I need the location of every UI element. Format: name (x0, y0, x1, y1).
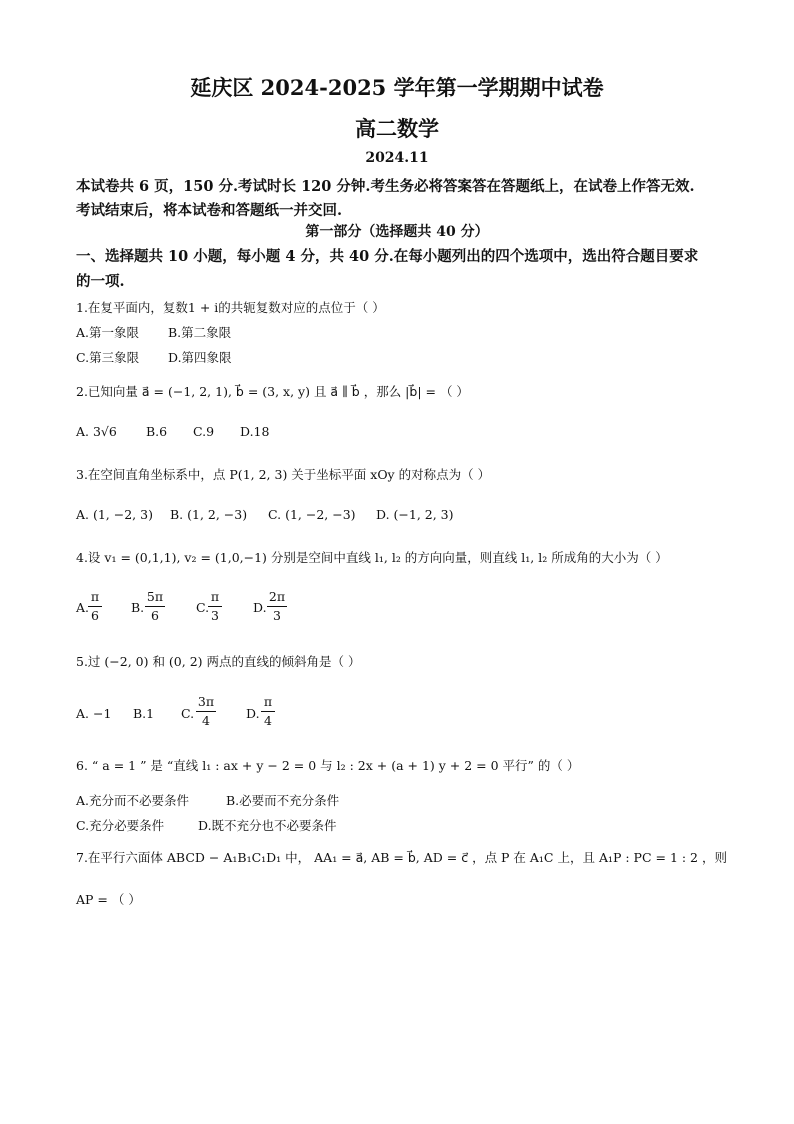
question-3-stem: 3.在空间直角坐标系中，点 P(1, 2, 3) 关于坐标平面 xOy 的对称点为（ ） (76, 467, 491, 482)
fraction-denominator: 6 (151, 608, 159, 623)
question-3-option-d: D. (−1, 2, 3) (376, 507, 454, 522)
question-5-option-b: B.1 (133, 706, 155, 721)
fraction-bar (196, 711, 216, 712)
question-3-option-a: A. (1, −2, 3) (76, 507, 153, 522)
exam-title: 延庆区 2024-2025 学年第一学期期中试卷 (190, 75, 604, 100)
fraction-bar (145, 606, 165, 607)
section-heading-line-2: 的一项. (76, 273, 125, 290)
question-6-option-c: C.充分必要条件 (76, 818, 165, 833)
fraction-numerator: π (90, 589, 100, 604)
question-6-option-b: B.必要而不充分条件 (226, 793, 340, 808)
question-4-option-b-label: B. (131, 600, 145, 615)
fraction-denominator: 3 (211, 608, 219, 623)
fraction-denominator: 4 (202, 713, 210, 728)
question-1-option-d: D.第四象限 (168, 350, 232, 365)
question-4-option-d-fraction (267, 589, 287, 624)
fraction-denominator: 3 (273, 608, 281, 623)
fraction-numerator: 3π (197, 694, 215, 709)
section-heading-line-1: 一、选择题共 10 小题，每小题 4 分，共 40 分.在每小题列出的四个选项中，选出符合题目要求 (76, 248, 699, 265)
fraction-bar (261, 711, 275, 712)
question-7-stem: 7.在平行六面体 ABCD − A₁B₁C₁D₁ 中， AA₁ = a⃗, AB = b⃗, AD = c⃗ ，点 P 在 A₁C 上，且 A₁P : PC = 1 : 2 ，则 (76, 850, 727, 865)
question-4-option-c-fraction (208, 589, 222, 624)
question-4-option-c-label: C. (196, 600, 210, 615)
question-6-option-d: D.既不充分也不必要条件 (198, 818, 337, 833)
question-4-option-b-fraction (145, 589, 165, 624)
question-4-stem: 4.设 v₁ = (0,1,1), v₂ = (1,0,−1) 分别是空间中直线 l₁, l₂ 的方向向量，则直线 l₁, l₂ 所成角的大小为（ ） (76, 550, 668, 565)
question-2-option-c: C.9 (193, 424, 215, 439)
fraction-bar (88, 606, 102, 607)
fraction-numerator: 2π (268, 589, 286, 604)
question-3-option-b: B. (1, 2, −3) (170, 507, 248, 522)
question-6-stem: 6. “ a = 1 ” 是 “直线 l₁ : ax + y − 2 = 0 与 l₂ : 2x + (a + 1) y + 2 = 0 平行” 的（ ） (76, 758, 580, 773)
question-2-option-a: A. 3√6 (76, 424, 117, 439)
question-4-option-d-label: D. (253, 600, 267, 615)
fraction-bar (267, 606, 287, 607)
question-2-option-b: B.6 (146, 424, 168, 439)
question-5-option-d-fraction (261, 694, 275, 729)
instructions-line-1: 本试卷共 6 页，150 分.考试时长 120 分钟.考生务必将答案答在答题纸上，在试卷上作答无效. (76, 178, 695, 195)
fraction-bar (208, 606, 222, 607)
question-5-option-c-label: C. (181, 706, 195, 721)
question-1-stem: 1.在复平面内，复数1 + i的共轭复数对应的点位于（ ） (76, 300, 385, 315)
question-6-option-a: A.充分而不必要条件 (76, 793, 190, 808)
question-1-option-c: C.第三象限 (76, 350, 140, 365)
question-5-stem: 5.过 (−2, 0) 和 (0, 2) 两点的直线的倾斜角是（ ） (76, 654, 361, 669)
question-4-option-a-label: A. (76, 600, 90, 615)
question-3-option-c: C. (1, −2, −3) (268, 507, 356, 522)
question-1-option-b: B.第二象限 (168, 325, 232, 340)
question-5-option-d-label: D. (246, 706, 260, 721)
question-4-option-a-fraction (88, 589, 102, 624)
question-2-stem: 2.已知向量 a⃗ = (−1, 2, 1), b⃗ = (3, x, y) 且 a⃗ ∥ b⃗ ，那么 |b⃗| = （ ） (76, 384, 469, 399)
question-7-stem-continued: AP = （ ） (76, 892, 141, 907)
exam-subject: 高二数学 (355, 116, 439, 141)
question-5-option-c-fraction (196, 694, 216, 729)
fraction-numerator: π (263, 694, 273, 709)
fraction-numerator: 5π (146, 589, 164, 604)
question-2-option-d: D.18 (240, 424, 270, 439)
fraction-numerator: π (210, 589, 220, 604)
question-5-option-a: A. −1 (76, 706, 112, 721)
instructions-line-2: 考试结束后，将本试卷和答题纸一并交回. (76, 202, 343, 219)
exam-date: 2024.11 (365, 150, 429, 166)
fraction-denominator: 6 (91, 608, 99, 623)
fraction-denominator: 4 (264, 713, 272, 728)
question-1-option-a: A.第一象限 (76, 325, 140, 340)
part-heading: 第一部分（选择题共 40 分） (305, 224, 489, 240)
